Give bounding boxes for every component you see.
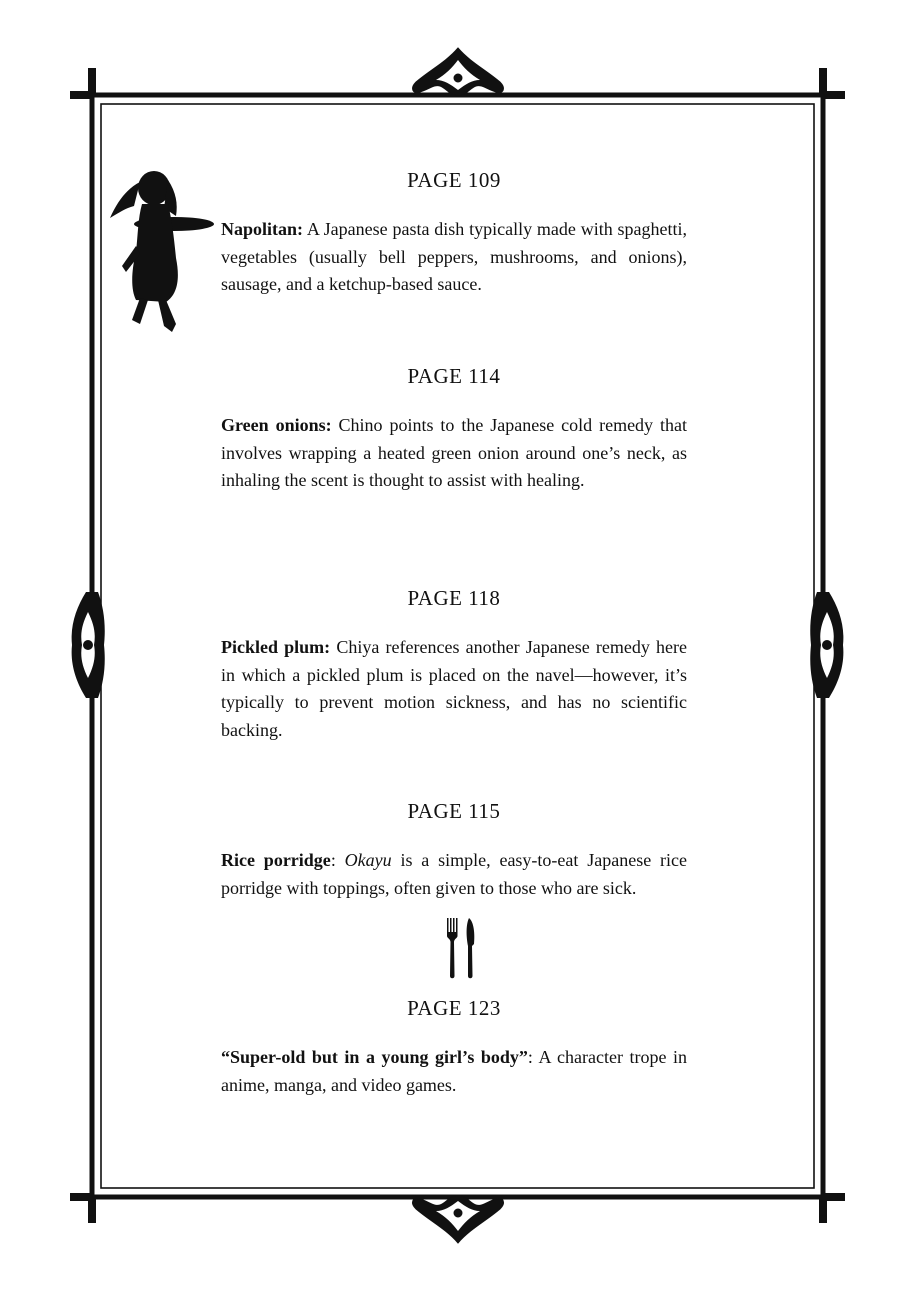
- note-term: Green onions:: [221, 415, 332, 435]
- note-entry: [221, 168, 687, 364]
- note-entry: [221, 799, 687, 996]
- glossary-notes: [221, 168, 687, 1099]
- page-heading: PAGE 118: [407, 586, 501, 610]
- page-heading: PAGE 115: [407, 799, 501, 823]
- note-text: [221, 216, 687, 299]
- corner-finial-top-right: [819, 68, 845, 99]
- bottom-ornament: [413, 1195, 504, 1243]
- note-entry: [221, 364, 687, 586]
- corner-finial-bottom-right: [819, 1193, 845, 1223]
- page-heading: PAGE 123: [407, 996, 501, 1020]
- note-term: Pickled plum:: [221, 637, 331, 657]
- note-text: [221, 412, 687, 495]
- note-term: “Super-old but in a young girl’s body”: [221, 1047, 528, 1067]
- note-term-suffix: :: [527, 1047, 533, 1067]
- note-term: Rice porridge: [221, 850, 331, 870]
- note-body: A Japanese pasta dish typically made with spaghetti, vegetables (usually bell peppers, mushrooms, and onions), sausage, and a ketchup-based sauce.: [221, 219, 687, 294]
- note-body: Chiya references another Japanese remedy here in which a pickled plum is placed on the navel—however, it’s typically to prevent motion sickness, and has no scientific backing.: [221, 637, 687, 740]
- corner-finial-bottom-left: [70, 1193, 96, 1223]
- left-side-ornament: [72, 592, 105, 698]
- page-heading: PAGE 109: [407, 168, 501, 192]
- maid-silhouette-icon: [106, 168, 216, 336]
- note-term-suffix: :: [330, 850, 336, 870]
- note-body: Chino points to the Japanese cold remedy that involves wrapping a heated green onion around one’s neck, as inhaling the scent is thought to assist with healing.: [221, 415, 687, 490]
- note-entry: [221, 996, 687, 1099]
- note-term: Napolitan:: [221, 219, 304, 239]
- note-body: is a simple, easy-to-eat Japanese rice porridge with toppings, often given to those who are sick.: [221, 850, 688, 898]
- note-italic-term: Okayu: [335, 850, 392, 870]
- note-body: A character trope in anime, manga, and video games.: [221, 1047, 687, 1095]
- top-ornament: [413, 48, 504, 96]
- note-text: [221, 847, 687, 902]
- corner-finial-top-left: [70, 68, 96, 99]
- page-heading: PAGE 114: [407, 364, 501, 388]
- note-text: [221, 634, 687, 744]
- note-text: [221, 1044, 687, 1099]
- note-entry: [221, 586, 687, 799]
- right-side-ornament: [810, 592, 843, 698]
